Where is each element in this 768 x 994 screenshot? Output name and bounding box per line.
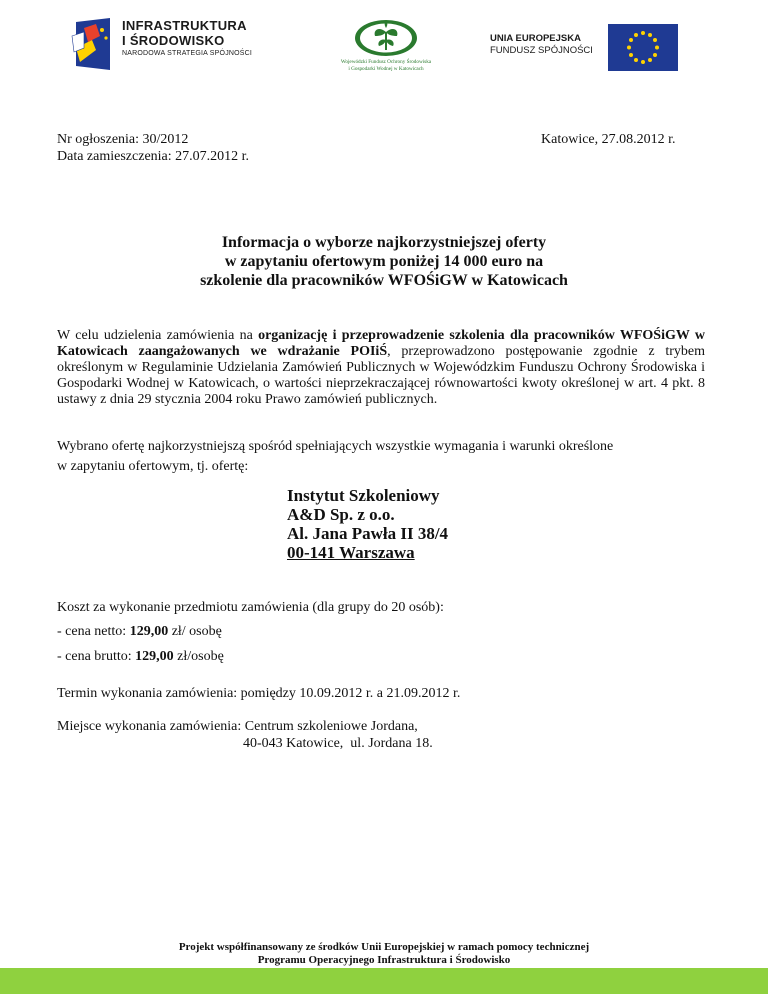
body-paragraph [57, 328, 705, 408]
logo-left-line2: I ŚRODOWISKO [122, 33, 225, 48]
winner-company: A&D Sp. z o.o. [287, 505, 395, 524]
cost-gross-suffix: zł/osobę [173, 649, 224, 664]
winner-name: Instytut Szkoleniowy [287, 486, 440, 505]
title-line3: szkolenie dla pracowników WFOŚiGW w Katowicach [200, 272, 568, 289]
title-line1: Informacja o wyborze najkorzystniejszej oferty [221, 234, 547, 251]
logo-unia-europejska [486, 24, 682, 72]
document-title [120, 233, 648, 290]
location-line1: Miejsce wykonania zamówienia: Centrum szkoleniowe Jordana, [57, 719, 418, 734]
body-p2: Wybrano ofertę najkorzystniejszą spośród spełniających wszystkie wymagania i warunki określone [57, 439, 614, 454]
announcement-number: Nr ogłoszenia: 30/2012 [57, 132, 189, 147]
title-line2: w zapytaniu ofertowym poniżej 14 000 euro na [224, 253, 544, 270]
footer-bar [0, 968, 768, 994]
logo-wfosigw [318, 18, 454, 84]
logo-infrastruktura [70, 16, 260, 74]
footer-line1: Projekt współfinansowany ze środków Unii Europejskiej w ramach pomocy technicznej [178, 941, 590, 953]
term: Termin wykonania zamówienia: pomiędzy 10.09.2012 r. a 21.09.2012 r. [57, 686, 461, 701]
body-p1-end: , przeprowadzono postępowanie zgodnie z trybem określonym w Regulaminie Udzielania Zamówień Publicznych w Wojewódzkim Funduszu Ochrony Środowiska i Gospodarki Wodnej w Katowicach, o wartości nieprzekraczającej równowartości kwoty określonej w art. 4 pkt. 8 ustawy z dnia 29 stycznia 2004 roku Prawo zamówień publicznych. [57, 344, 705, 407]
cost-gross-value: 129,00 [135, 649, 174, 664]
location-line2: 40-043 Katowice, ul. Jordana 18. [243, 736, 433, 751]
logo-center-line1: Wojewódzki Fundusz Ochrony Środowiska [340, 59, 432, 65]
winner-city: 00-141 Warszawa [287, 543, 415, 562]
footer-note [80, 941, 688, 967]
cost-net-suffix: zł/ osobę [168, 624, 222, 639]
announcement-meta [57, 131, 249, 165]
logo-left-line3: NARODOWA STRATEGIA SPÓJNOŚCI [122, 50, 253, 57]
winner-address [287, 486, 448, 562]
body-p1-bold: organizację i przeprowadzenie szkolenia dla pracowników WFOŚiGW w Katowicach zaangażowanych we wdrażanie POIiŚ [57, 328, 705, 359]
infrastruktura-flag-icon [70, 18, 114, 70]
publish-date: Data zamieszczenia: 27.07.2012 r. [57, 149, 250, 164]
logo-right-line2: FUNDUSZ SPÓJNOŚCI [490, 45, 593, 56]
place-date: Katowice, 27.08.2012 r. [541, 132, 676, 147]
cost-gross-prefix: - cena brutto: [57, 649, 136, 664]
body-p1-start: W celu udzielenia zamówienia na [57, 328, 259, 343]
eu-flag-icon [608, 24, 678, 71]
footer-line2: Programu Operacyjnego Infrastruktura i Środowisko [257, 954, 511, 966]
cost-heading: Koszt za wykonanie przedmiotu zamówienia (dla grupy do 20 osób): [57, 600, 444, 615]
wfosigw-emblem-icon [353, 18, 419, 58]
winner-street: Al. Jana Pawła II 38/4 [287, 524, 449, 543]
cost-net-prefix: - cena netto: [57, 624, 130, 639]
logo-center-line2: i Gospodarki Wodnej w Katowicach [348, 66, 424, 72]
cost-gross [57, 648, 224, 665]
logo-right-line1: UNIA EUROPEJSKA [490, 33, 581, 44]
logo-left-line1: INFRASTRUKTURA [122, 18, 247, 33]
body-p3: w zapytaniu ofertowym, tj. ofertę: [57, 459, 249, 474]
cost-net-value: 129,00 [129, 624, 169, 639]
cost-net [57, 623, 222, 640]
